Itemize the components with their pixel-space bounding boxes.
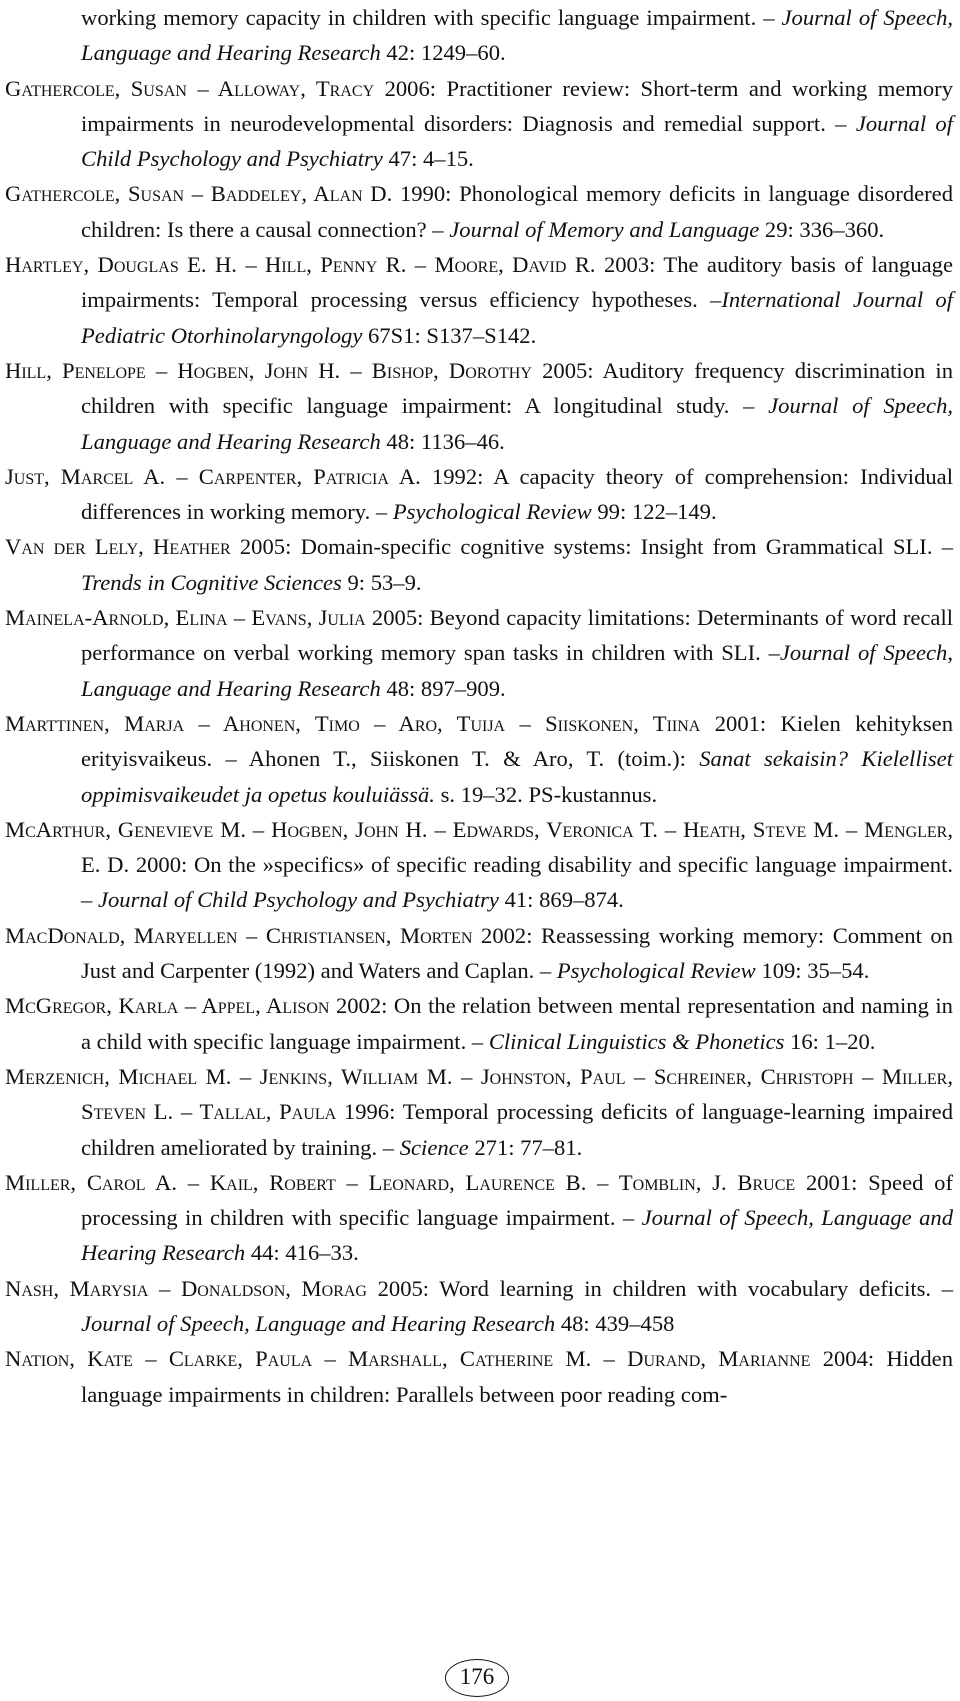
reference-entry: [5, 988, 953, 1059]
reference-source: Journal of Speech, Language and Hearing Research: [81, 393, 954, 454]
reference-authors: Hill, Penelope – Hogben, John H. – Bishop, Dorothy: [5, 357, 532, 383]
reference-source: Science: [399, 1134, 469, 1160]
reference-text: 1990: Phonological memory deficits in language disordered children: Is there a causal connection? –: [81, 181, 953, 242]
reference-authors: McArthur, Genevieve M. – Hogben, John H. – Edwards, Veronica T. – Heath, Steve M. – Mengler, E. D.: [5, 816, 953, 878]
reference-text: 2003: The auditory basis of language impairments: Temporal processing versus efficiency hypotheses. –: [81, 252, 953, 313]
reference-text: 271: 77–81.: [468, 1134, 583, 1160]
reference-source: Psychological Review: [556, 958, 756, 984]
reference-authors: Nation, Kate – Clarke, Paula – Marshall, Catherine M. – Durand, Marianne: [5, 1346, 811, 1372]
reference-entry: [5, 812, 953, 918]
reference-entry: [5, 600, 953, 706]
reference-text: 9: 53–9.: [341, 569, 422, 595]
reference-entry: [5, 706, 953, 812]
reference-authors: McGregor, Karla – Appel, Alison: [5, 993, 330, 1019]
reference-authors: Merzenich, Michael M. – Jenkins, William M. – Johnston, Paul – Schreiner, Christoph – Miller, Steven L. – Tallal, Paula: [5, 1063, 953, 1125]
reference-text: 2001: Kielen kehityksen erityisvaikeus. – Ahonen T., Siiskonen T. & Aro, T. (toim.):: [81, 710, 953, 772]
reference-source: Clinical Linguistics & Phonetics: [488, 1028, 785, 1054]
page-number: 176: [445, 1659, 509, 1697]
reference-authors: Van der Lely, Heather: [5, 534, 231, 560]
reference-text: 2001: Speed of processing in children with specific language impairment. –: [81, 1169, 954, 1231]
reference-text: 2002: On the relation between mental representation and naming in a child with specific language impairment. –: [81, 993, 953, 1054]
reference-text: 48: 1136–46.: [380, 428, 505, 454]
reference-text: 2000: On the »specifics» of specific reading disability and specific language impairment. –: [81, 852, 953, 913]
reference-text: 2005: Domain-specific cognitive systems: Insight from Grammatical SLI. –: [230, 534, 953, 560]
reference-text: 47: 4–15.: [382, 146, 474, 172]
reference-authors: Just, Marcel A. – Carpenter, Patricia A.: [5, 463, 421, 489]
reference-entry: [5, 529, 953, 600]
reference-text: 1996: Temporal processing deficits of language-learning impaired children ameliorated by training. –: [81, 1099, 953, 1160]
reference-authors: Gathercole, Susan – Baddeley, Alan D.: [5, 181, 393, 207]
reference-entry: [5, 71, 953, 177]
reference-text: 44: 416–33.: [245, 1240, 359, 1266]
reference-entry: [5, 918, 953, 989]
reference-entry: [5, 353, 953, 459]
reference-source: Sanat sekaisin? Kielelliset oppimisvaikeudet ja opetus kouluiässä.: [81, 746, 953, 807]
reference-authors: Nash, Marysia – Donaldson, Morag: [5, 1275, 367, 1301]
reference-source: Journal of Memory and Language: [449, 216, 760, 242]
reference-authors: Marttinen, Marja – Ahonen, Timo – Aro, Tuija – Siiskonen, Tiina: [5, 710, 701, 736]
reference-text: 109: 35–54.: [755, 958, 870, 984]
reference-entry: [5, 1341, 953, 1412]
reference-text: 99: 122–149.: [591, 499, 717, 525]
reference-source: Journal of Child Psychology and Psychiatry: [97, 887, 499, 913]
reference-text: 48: 439–458: [555, 1310, 675, 1336]
reference-authors: Miller, Carol A. – Kail, Robert – Leonard, Laurence B. – Tomblin, J. Bruce: [5, 1169, 796, 1195]
reference-text: 41: 869–874.: [498, 887, 624, 913]
reference-entry: [5, 0, 953, 71]
reference-entry: [5, 1271, 953, 1342]
reference-text: 1992: A capacity theory of comprehension: Individual differences in working memory. –: [81, 463, 953, 525]
reference-source: Trends in Cognitive Sciences: [81, 569, 342, 595]
reference-text: s. 19–32. PS-kustannus.: [434, 781, 658, 807]
reference-authors: Mainela-Arnold, Elina – Evans, Julia: [5, 605, 366, 631]
reference-text: 48: 897–909.: [380, 675, 506, 701]
reference-authors: Hartley, Douglas E. H. – Hill, Penny R. – Moore, David R.: [5, 252, 596, 278]
reference-source: Journal of Speech, Language and Hearing Research: [81, 1205, 953, 1266]
reference-list: [5, 0, 953, 1412]
reference-source: Journal of Speech, Language and Hearing Research: [81, 5, 954, 66]
reference-text: 2005: Auditory frequency discrimination in children with specific language impairment: A longitudinal study. –: [81, 357, 953, 419]
reference-text: 42: 1249–60.: [380, 40, 506, 66]
reference-text: 2005: Word learning in children with vocabulary deficits. –: [366, 1275, 954, 1301]
reference-text: 16: 1–20.: [784, 1028, 876, 1054]
reference-source: Journal of Child Psychology and Psychiatry: [81, 110, 954, 172]
reference-source: International Journal of Pediatric Otorhinolaryngology: [81, 287, 953, 348]
reference-text: working memory capacity in children with specific language impairment. –: [81, 5, 782, 30]
reference-text: 2005: Beyond capacity limitations: Determinants of word recall performance on verbal working memory span tasks in children with SLI. –: [81, 605, 953, 666]
reference-source: Psychological Review: [392, 499, 592, 525]
reference-text: 2006: Practitioner review: Short-term and working memory impairments in neurodevelopmental disorders: Diagnosis and remedial support. –: [81, 75, 953, 136]
reference-entry: [5, 1165, 953, 1271]
reference-source: Journal of Speech, Language and Hearing Research: [81, 1310, 556, 1336]
reference-entry: [5, 1059, 953, 1165]
reference-source: Journal of Speech, Language and Hearing Research: [81, 640, 953, 701]
reference-text: 67S1: S137–S142.: [362, 322, 537, 348]
reference-entry: [5, 247, 953, 353]
reference-entry: [5, 176, 953, 247]
reference-authors: Gathercole, Susan – Alloway, Tracy: [5, 75, 375, 101]
reference-text: 2002: Reassessing working memory: Comment on Just and Carpenter (1992) and Waters and Caplan. –: [81, 922, 953, 984]
reference-text: 29: 336–360.: [759, 216, 885, 242]
reference-authors: MacDonald, Maryellen – Christiansen, Morten: [5, 922, 473, 948]
reference-entry: [5, 459, 953, 530]
reference-text: 2004: Hidden language impairments in children: Parallels between poor reading com-: [81, 1346, 953, 1407]
